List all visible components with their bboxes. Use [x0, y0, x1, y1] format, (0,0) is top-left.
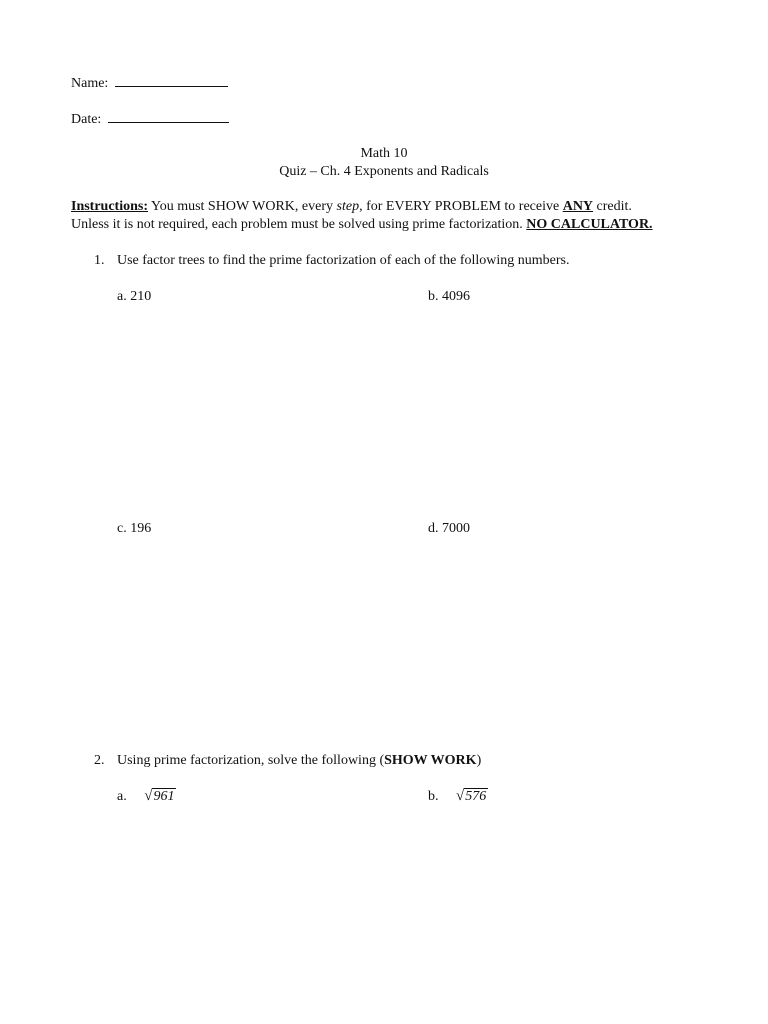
question-1-number: 1.	[94, 253, 105, 268]
question-1-part-a: a. 210	[117, 289, 152, 304]
question-2-prompt	[117, 752, 481, 770]
no-calculator-note: NO CALCULATOR.	[526, 217, 653, 232]
instructions-line-1	[71, 198, 632, 216]
radical-sign-icon: √	[144, 788, 153, 804]
course-title: Math 10	[360, 146, 408, 161]
question-2-prompt-post: )	[476, 753, 482, 768]
name-label: Name:	[71, 76, 109, 91]
date-field-row	[71, 109, 229, 129]
question-1-part-c: c. 196	[117, 521, 152, 536]
question-1-prompt: Use factor trees to find the prime factorization of each of the following numbers.	[117, 253, 570, 268]
name-blank[interactable]	[115, 73, 228, 87]
name-field-row	[71, 73, 228, 93]
question-1-part-b: b. 4096	[428, 289, 470, 304]
instructions-line-2	[71, 216, 653, 234]
square-root-961	[144, 788, 176, 804]
quiz-title: Quiz – Ch. 4 Exponents and Radicals	[279, 164, 489, 179]
instructions-text-2: , for EVERY PROBLEM to receive	[359, 199, 563, 214]
radicand-576: 576	[465, 789, 487, 804]
instructions-text-1: You must SHOW WORK, every	[148, 199, 337, 214]
question-2-part-b	[428, 788, 488, 806]
question-2-part-a	[117, 788, 176, 806]
question-2-part-b-label: b.	[428, 789, 439, 804]
date-blank[interactable]	[108, 109, 229, 123]
question-2-prompt-pre: Using prime factorization, solve the following (	[117, 753, 385, 768]
instructions-text-3: credit.	[593, 199, 632, 214]
instructions-line-2-text: Unless it is not required, each problem must be solved using prime factorization.	[71, 217, 527, 232]
question-2-part-a-label: a.	[117, 789, 127, 804]
instructions-any: ANY	[562, 199, 594, 214]
radical-sign-icon: √	[456, 788, 465, 804]
question-1-part-d: d. 7000	[428, 521, 470, 536]
question-2-number: 2.	[94, 753, 105, 768]
instructions-label: Instructions:	[71, 199, 149, 214]
square-root-576	[456, 788, 488, 804]
instructions-step: step	[336, 199, 360, 214]
question-2-show-work: SHOW WORK	[384, 753, 477, 768]
radicand-961: 961	[153, 789, 175, 804]
date-label: Date:	[71, 112, 102, 127]
